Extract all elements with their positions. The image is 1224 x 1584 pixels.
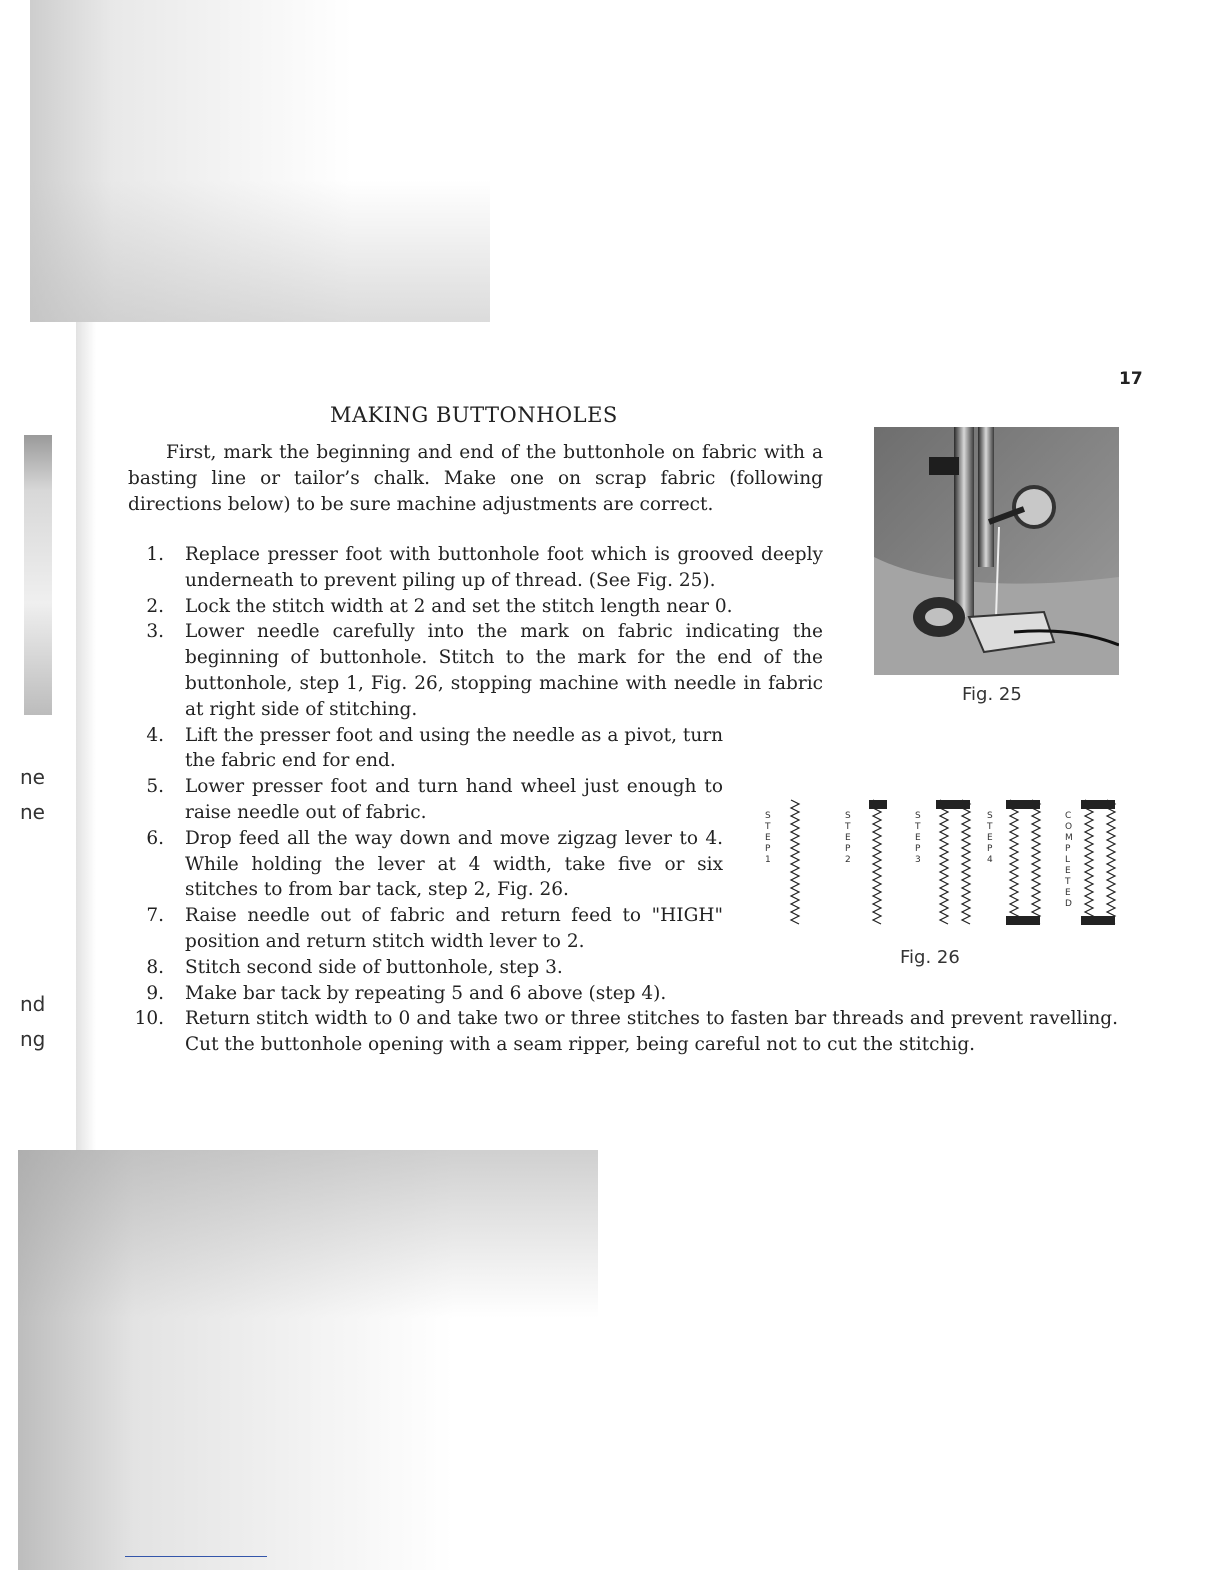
scan-shadow-top-fade <box>30 180 490 322</box>
step-number: 7. <box>146 905 164 927</box>
step-number: 10. <box>134 1008 164 1030</box>
edge-text-fragment: ne <box>20 800 45 824</box>
step-number: 1. <box>146 544 164 565</box>
list-item <box>128 723 723 775</box>
step-number: 9. <box>146 982 164 1004</box>
step-number: 6. <box>146 827 164 849</box>
page-number: 17 <box>1119 369 1143 389</box>
list-item <box>128 826 723 903</box>
step-label: S T E P 4 <box>987 811 993 865</box>
presser-foot-illustration <box>874 427 1119 675</box>
step-label: S T E P 2 <box>845 811 851 865</box>
step-text: Make bar tack by repeating 5 and 6 above (step 4). <box>185 982 667 1004</box>
step-label: C O M P L E T E D <box>1065 811 1073 909</box>
zigzag-stitch <box>1010 800 1018 924</box>
zigzag-stitch <box>940 800 948 924</box>
list-item <box>128 774 723 826</box>
step-text: Lock the stitch width at 2 and set the stitch length near 0. <box>185 595 733 617</box>
step-number: 3. <box>146 621 164 643</box>
zigzag-stitch <box>791 800 799 924</box>
bar-tack <box>1081 800 1115 809</box>
step-number: 2. <box>146 595 164 617</box>
bar-tack <box>869 800 887 809</box>
list-item <box>128 594 823 620</box>
list-item <box>128 981 723 1007</box>
figure-caption-26: Fig. 26 <box>900 947 960 968</box>
scan-artifact-line <box>125 1556 267 1557</box>
scan-shadow-left <box>76 322 96 1152</box>
step-text: Replace presser foot with buttonhole foot which is grooved deeply underneath to prevent piling up of thread. (See Fig. 25). <box>185 544 823 591</box>
step-number: 4. <box>146 724 164 746</box>
adjacent-page-image-fragment <box>24 435 52 715</box>
step-number: 8. <box>146 956 164 978</box>
zigzag-stitch <box>1107 800 1115 924</box>
intro-paragraph: First, mark the beginning and end of the buttonhole on fabric with a basting line or tailor’s chalk. Make one on scrap fabric (following directions below) to be sure machine adjustments are correct. <box>128 442 823 515</box>
page-title: MAKING BUTTONHOLES <box>330 403 618 427</box>
step-number: 5. <box>146 776 164 798</box>
step-label: S T E P 3 <box>915 811 921 865</box>
bar-tack <box>1006 916 1040 925</box>
list-item <box>128 619 823 722</box>
bar-tack <box>936 800 970 809</box>
zigzag-stitch <box>1032 800 1040 924</box>
step-label: S T E P 1 <box>765 811 771 865</box>
step-text: Drop feed all the way down and move zigzag lever to 4. While holding the lever at 4 width, take five or six stitches to from bar tack, step 2, Fig. 26. <box>185 827 723 901</box>
step-text: Lower needle carefully into the mark on fabric indicating the beginning of buttonhole. Stitch to the mark for the end of the buttonhole, step 1, Fig. 26, stopping machine with needle in fabric at right side of stitching. <box>185 621 823 720</box>
zigzag-stitch <box>962 800 970 924</box>
list-item <box>128 542 823 594</box>
edge-text-fragment: nd <box>20 992 46 1016</box>
figure-caption-25: Fig. 25 <box>962 684 1022 705</box>
list-item <box>128 955 723 981</box>
step-text: Raise needle out of fabric and return feed to "HIGH" position and return stitch width lever to 2. <box>185 905 723 952</box>
buttonhole-steps-diagram <box>755 790 1125 940</box>
bar-tack <box>1006 800 1040 809</box>
list-item <box>128 903 723 955</box>
list-item <box>128 1006 1118 1058</box>
edge-text-fragment: ne <box>20 765 45 789</box>
step-text: Lower presser foot and turn hand wheel just enough to raise needle out of fabric. <box>185 776 723 823</box>
step-text: Stitch second side of buttonhole, step 3. <box>185 956 563 978</box>
zigzag-stitch <box>873 800 881 924</box>
step-text: Return stitch width to 0 and take two or three stitches to fasten bar threads and prevent ravelling. Cut the buttonhole opening with a seam ripper, being careful not to cut the stitchig. <box>185 1008 1118 1056</box>
bar-tack <box>1081 916 1115 925</box>
edge-text-fragment: ng <box>20 1027 46 1051</box>
sewing-machine-photo <box>874 427 1119 675</box>
step-text: Lift the presser foot and using the needle as a pivot, turn the fabric end for end. <box>185 724 723 772</box>
zigzag-stitch <box>1085 800 1093 924</box>
scan-shadow-bottom-fade <box>18 1150 598 1570</box>
